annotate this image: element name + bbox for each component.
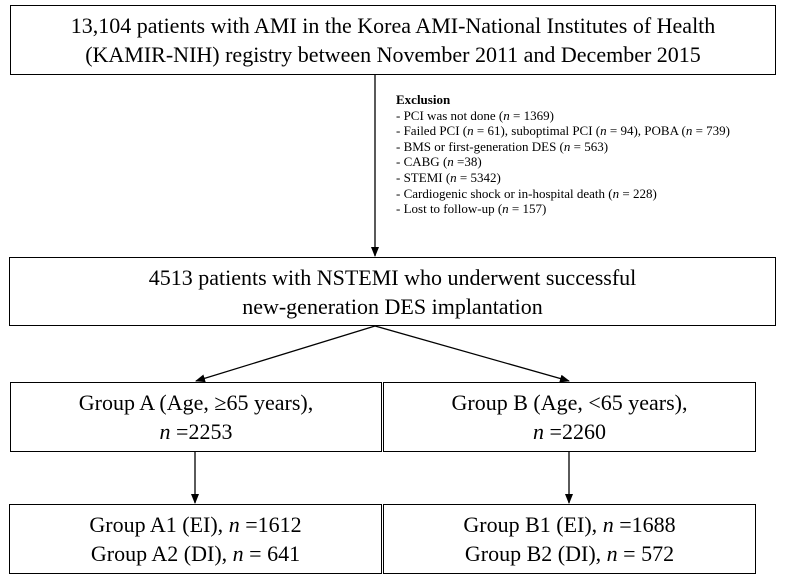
registry-line-1: 13,104 patients with AMI in the Korea AMI-National Institutes of Health xyxy=(70,13,716,38)
exclusion-title: Exclusion xyxy=(396,92,451,107)
registry-box xyxy=(10,5,776,75)
group-b-subgroups-box xyxy=(383,504,756,574)
group-a-subgroups-box xyxy=(9,504,382,574)
group-a-label: Group A (Age, ≥65 years), xyxy=(78,390,314,415)
exclusion-item: - PCI was not done (n = 1369) xyxy=(396,107,554,123)
group-a1-line: Group A1 (EI), n =1612 xyxy=(89,512,302,537)
exclusion-item: - STEMI (n = 5342) xyxy=(396,169,501,185)
group-b1-line: Group B1 (EI), n =1688 xyxy=(463,512,676,537)
cohort-line-2: new-generation DES implantation xyxy=(242,293,543,319)
exclusion-list xyxy=(396,92,730,217)
group-a-box xyxy=(10,382,382,452)
nstemi-cohort-box xyxy=(9,257,776,326)
group-b-label: Group B (Age, <65 years), xyxy=(451,390,688,415)
group-b2-line: Group B2 (DI), n = 572 xyxy=(464,541,675,566)
exclusion-item: - Lost to follow-up (n = 157) xyxy=(396,201,547,217)
group-b-box xyxy=(383,382,756,452)
group-a-count: n =2253 xyxy=(159,419,233,444)
exclusion-item: - BMS or first-generation DES (n = 563) xyxy=(396,138,609,154)
group-b-count: n =2260 xyxy=(533,419,606,444)
exclusion-item: - Cardiogenic shock or in-hospital death (n = 228) xyxy=(396,185,657,201)
exclusion-item: - Failed PCI (n = 61), suboptimal PCI (n = 94), POBA (n = 739) xyxy=(396,123,731,139)
registry-line-2: (KAMIR-NIH) registry between November 2011 and December 2015 xyxy=(85,42,701,67)
arrow-mid-to-group-a xyxy=(196,326,375,381)
exclusion-item: - CABG (n =38) xyxy=(396,154,482,170)
cohort-line-1: 4513 patients with NSTEMI who underwent successful xyxy=(148,264,637,290)
group-a2-line: Group A2 (DI), n = 641 xyxy=(90,541,301,566)
arrow-mid-to-group-b xyxy=(375,326,569,381)
